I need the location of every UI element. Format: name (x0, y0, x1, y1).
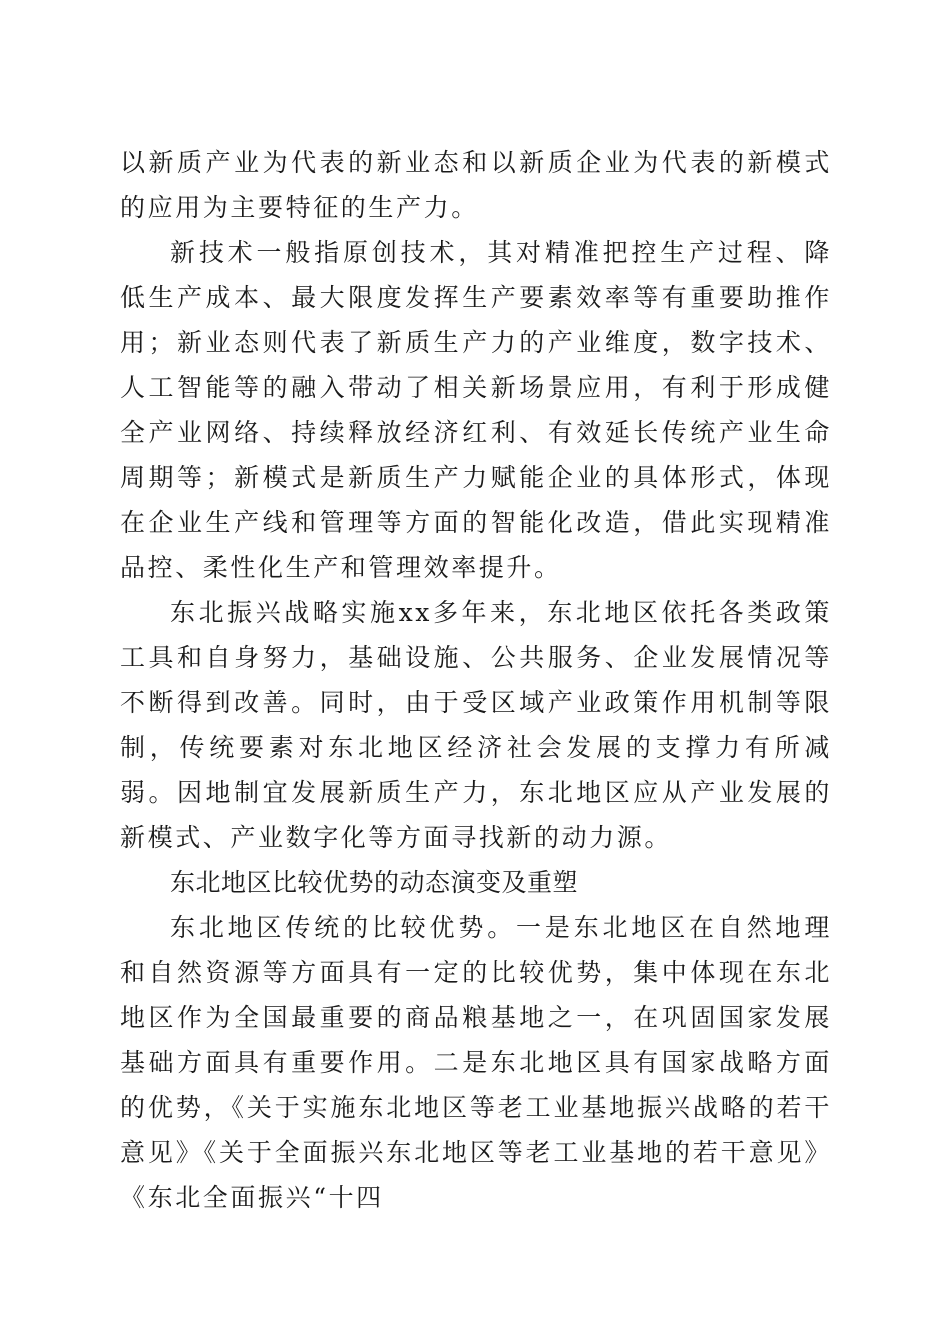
paragraph-northeast-revitalization: 东北振兴战略实施xx多年来，东北地区依托各类政策工具和自身努力，基础设施、公共服务、企业发展情况等不断得到改善。同时，由于受区域产业政策作用机制等限制，传统要素对东北地区经济社会发展的支撑力有所减弱。因地制宜发展新质生产力，东北地区应从产业发展的新模式、产业数字化等方面寻找新的动力源。 (120, 598, 832, 852)
paragraph-continuation: 以新质产业为代表的新业态和以新质企业为代表的新模式的应用为主要特征的生产力。 (120, 148, 832, 222)
paragraph-traditional-advantages: 东北地区传统的比较优势。一是东北地区在自然地理和自然资源等方面具有一定的比较优势，集中体现在东北地区作为全国最重要的商品粮基地之一，在巩固国家发展基础方面具有重要作用。二是东北地区具有国家战略方面的优势，《关于实施东北地区等老工业基地振兴战略的若干意见》《关于全面振兴东北地区等老工业基地的若干意见》《东北全面振兴“十四 (120, 913, 832, 1212)
section-heading: 东北地区比较优势的动态演变及重塑 (170, 868, 579, 897)
paragraph-new-elements: 新技术一般指原创技术，其对精准把控生产过程、降低生产成本、最大限度发挥生产要素效率等有重要助推作用；新业态则代表了新质生产力的产业维度，数字技术、人工智能等的融入带动了相关新场景应用，有利于形成健全产业网络、持续释放经济红利、有效延长传统产业生命周期等；新模式是新质生产力赋能企业的具体形式，体现在企业生产线和管理等方面的智能化改造，借此实现精准品控、柔性化生产和管理效率提升。 (120, 238, 832, 582)
document-body (120, 140, 832, 1220)
